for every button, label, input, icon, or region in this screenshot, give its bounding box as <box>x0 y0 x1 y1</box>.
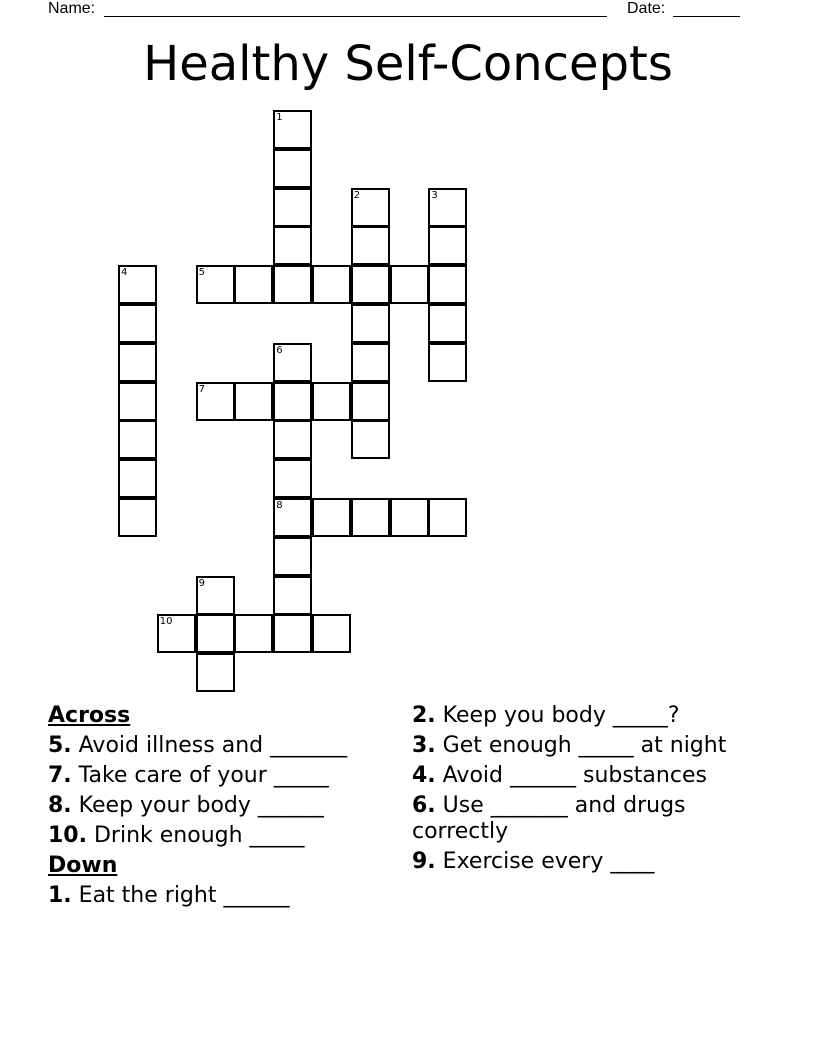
down-clues-left <box>48 883 388 909</box>
grid-cell[interactable] <box>351 382 390 421</box>
grid-cell[interactable] <box>390 265 429 304</box>
grid-cell[interactable] <box>196 265 235 304</box>
clue-number: 10. <box>48 823 87 848</box>
grid-cell[interactable] <box>273 382 312 421</box>
grid-cell[interactable] <box>273 226 312 265</box>
grid-cell[interactable] <box>118 343 157 382</box>
grid-cell[interactable] <box>312 498 351 537</box>
cell-number: 3 <box>431 189 438 201</box>
grid-cell[interactable] <box>351 188 390 227</box>
clue-text: Exercise every ____ <box>442 849 655 874</box>
grid-cell[interactable] <box>351 343 390 382</box>
clue-number: 6. <box>412 793 436 818</box>
grid-cell[interactable] <box>234 614 273 653</box>
cell-number: 9 <box>198 577 205 589</box>
clue-number: 9. <box>412 849 436 874</box>
clue-item <box>48 823 388 849</box>
grid-cell[interactable] <box>312 265 351 304</box>
grid-cell[interactable] <box>351 304 390 343</box>
grid-cell[interactable] <box>196 653 235 692</box>
cell-number: 6 <box>276 344 283 356</box>
grid-cell[interactable] <box>428 304 467 343</box>
clues-right-column <box>412 703 752 879</box>
grid-cell[interactable] <box>273 265 312 304</box>
grid-cell[interactable] <box>273 149 312 188</box>
grid-cell[interactable] <box>234 382 273 421</box>
grid-cell[interactable] <box>273 614 312 653</box>
clue-number: 7. <box>48 763 72 788</box>
clue-text: Get enough _____ at night <box>442 733 727 758</box>
cell-number: 4 <box>121 267 128 279</box>
clue-number: 4. <box>412 763 436 788</box>
clue-item <box>48 733 388 759</box>
clue-text: Use _______ and drugs correctly <box>412 793 686 844</box>
grid-cell[interactable] <box>118 420 157 459</box>
grid-cell[interactable] <box>273 420 312 459</box>
grid-cell[interactable] <box>428 226 467 265</box>
grid-cell[interactable] <box>312 382 351 421</box>
across-clues <box>48 733 388 849</box>
grid-cell[interactable] <box>118 304 157 343</box>
grid-cell[interactable] <box>312 614 351 653</box>
cell-number: 10 <box>159 616 173 628</box>
down-heading: Down <box>48 853 118 878</box>
clue-item <box>412 793 752 845</box>
clue-number: 1. <box>48 883 72 908</box>
cell-number: 5 <box>198 267 205 279</box>
grid-cell[interactable] <box>390 498 429 537</box>
clue-number: 3. <box>412 733 436 758</box>
grid-cell[interactable] <box>273 498 312 537</box>
down-clues-right <box>412 703 752 875</box>
cell-number: 2 <box>353 189 361 201</box>
clue-text: Avoid illness and _______ <box>78 733 348 758</box>
clue-text: Take care of your _____ <box>78 763 329 788</box>
grid-cell[interactable] <box>196 382 235 421</box>
name-label: Name: <box>48 0 96 17</box>
grid-cell[interactable] <box>351 498 390 537</box>
grid-cell[interactable] <box>196 614 235 653</box>
clue-text: Keep you body _____? <box>442 703 680 728</box>
grid-cell[interactable] <box>273 343 312 382</box>
clue-number: 5. <box>48 733 72 758</box>
clues-left-column <box>48 703 388 913</box>
clue-item <box>48 763 388 789</box>
cell-number: 7 <box>198 383 205 395</box>
clue-number: 2. <box>412 703 436 728</box>
clue-text: Drink enough _____ <box>93 823 305 848</box>
grid-cell[interactable] <box>273 110 312 149</box>
across-heading: Across <box>48 703 131 728</box>
clue-item <box>412 763 752 789</box>
grid-cell[interactable] <box>273 459 312 498</box>
clue-text: Avoid ______ substances <box>442 763 707 788</box>
clue-number: 8. <box>48 793 72 818</box>
grid-cell[interactable] <box>428 265 467 304</box>
clue-item <box>48 883 388 909</box>
clue-text: Keep your body ______ <box>78 793 324 818</box>
clue-item <box>412 849 752 875</box>
clue-item <box>412 703 752 729</box>
grid-cell[interactable] <box>118 265 157 304</box>
grid-cell[interactable] <box>118 459 157 498</box>
grid-cell[interactable] <box>196 576 235 615</box>
grid-cell[interactable] <box>351 265 390 304</box>
grid-cell[interactable] <box>351 226 390 265</box>
clue-item <box>412 733 752 759</box>
grid-cell[interactable] <box>273 576 312 615</box>
cell-number: 1 <box>276 112 283 123</box>
clue-text: Eat the right ______ <box>78 883 290 908</box>
grid-cell[interactable] <box>234 265 273 304</box>
grid-cell[interactable] <box>273 537 312 576</box>
grid-cell[interactable] <box>428 498 467 537</box>
grid-cell[interactable] <box>351 420 390 459</box>
cell-number: 8 <box>276 500 283 511</box>
grid-cell[interactable] <box>428 188 467 227</box>
grid-cell[interactable] <box>118 498 157 537</box>
grid-cell[interactable] <box>273 188 312 227</box>
date-label: Date: <box>627 0 666 17</box>
grid-cell[interactable] <box>157 614 196 653</box>
page-title: Healthy Self-Concepts <box>143 36 673 92</box>
grid-cell[interactable] <box>118 382 157 421</box>
grid-cell[interactable] <box>428 343 467 382</box>
clue-item <box>48 793 388 819</box>
